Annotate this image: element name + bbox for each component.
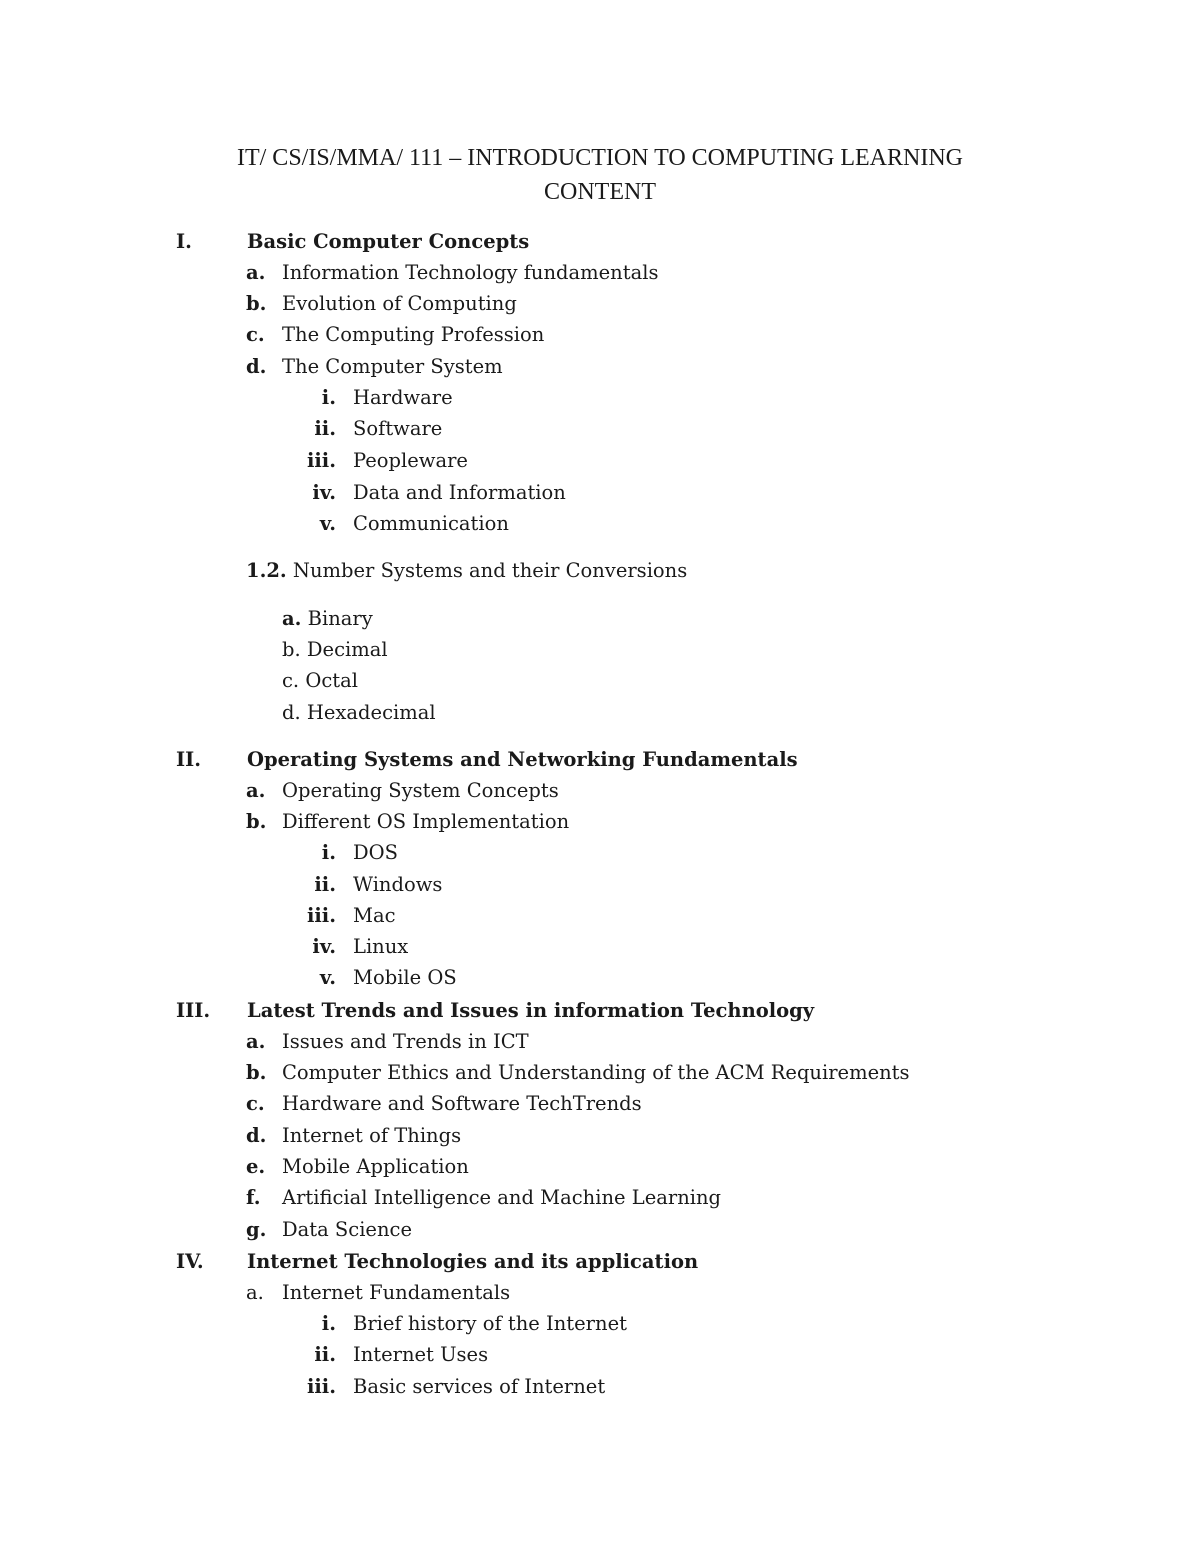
sub-item-text: Basic services of Internet	[353, 1375, 606, 1398]
sub-item-text: Linux	[353, 935, 409, 958]
item-text: Different OS Implementation	[282, 810, 570, 833]
section-title: Operating Systems and Networking Fundamentals	[247, 748, 798, 771]
item-marker: c.	[282, 669, 300, 692]
item-text: Data Science	[282, 1218, 412, 1241]
section-number: I.	[176, 230, 192, 253]
item-marker: c.	[246, 1092, 265, 1115]
sub-item-marker: ii.	[314, 417, 336, 440]
item-text: The Computer System	[282, 355, 503, 378]
sub-item-text: Mac	[353, 904, 396, 927]
section-title: Latest Trends and Issues in information Technology	[247, 999, 815, 1022]
item-marker: c.	[246, 323, 265, 346]
list-item	[246, 1030, 529, 1054]
list-item	[246, 1155, 469, 1179]
list-item	[282, 607, 373, 631]
list-item	[246, 1186, 722, 1210]
sub-item-marker: ii.	[314, 1343, 336, 1366]
list-item	[246, 1218, 412, 1242]
document-title-line1: IT/ CS/IS/MMA/ 111 – INTRODUCTION TO COMPUTING LEARNING	[236, 145, 963, 171]
item-text: Internet Fundamentals	[282, 1281, 511, 1304]
list-item	[246, 292, 517, 316]
sub-item-marker: iii.	[306, 449, 336, 472]
item-text: Mobile Application	[282, 1155, 469, 1178]
sub-item-marker: i.	[321, 1312, 336, 1335]
list-item	[246, 810, 570, 834]
item-text: Evolution of Computing	[282, 292, 517, 315]
list-item	[246, 779, 559, 803]
document-title-line2: CONTENT	[544, 179, 656, 205]
sub-item-marker: ii.	[314, 873, 336, 896]
item-marker: a.	[246, 1281, 264, 1304]
sub-item-marker: iv.	[312, 481, 336, 504]
item-text: Hardware and Software TechTrends	[282, 1092, 642, 1115]
list-item	[246, 261, 659, 285]
item-marker: d.	[246, 355, 267, 378]
item-text: Binary	[307, 607, 373, 630]
item-marker: a.	[246, 779, 266, 802]
list-item	[246, 1061, 910, 1085]
sub-item-marker: v.	[319, 512, 336, 535]
list-item	[246, 355, 503, 379]
list-item	[282, 669, 358, 693]
sub-item-text: Hardware	[353, 386, 453, 409]
sub-item-marker: i.	[321, 386, 336, 409]
section-title: Basic Computer Concepts	[247, 230, 530, 253]
item-text: Computer Ethics and Understanding of the ACM Requirements	[282, 1061, 910, 1084]
list-item	[282, 638, 388, 662]
subsection-title: Number Systems and their Conversions	[292, 559, 688, 582]
item-text: Hexadecimal	[306, 701, 436, 724]
sub-item-text: Data and Information	[353, 481, 566, 504]
sub-item-text: Brief history of the Internet	[353, 1312, 627, 1335]
section-number: III.	[176, 999, 211, 1022]
item-marker: a.	[282, 607, 302, 630]
sub-item-text: Internet Uses	[353, 1343, 489, 1366]
item-text: Issues and Trends in ICT	[282, 1030, 529, 1053]
list-item	[246, 1281, 511, 1305]
sub-item-text: DOS	[353, 841, 398, 864]
list-item	[282, 701, 436, 725]
item-marker: b.	[246, 810, 267, 833]
sub-item-text: Windows	[353, 873, 443, 896]
list-item	[246, 1092, 642, 1116]
section-title: Internet Technologies and its application	[247, 1250, 699, 1273]
item-marker: f.	[246, 1186, 261, 1209]
sub-item-text: Mobile OS	[353, 966, 457, 989]
section-number: IV.	[176, 1250, 204, 1273]
section-number: II.	[176, 748, 202, 771]
item-marker: b.	[282, 638, 301, 661]
item-text: Artificial Intelligence and Machine Learning	[282, 1186, 722, 1209]
list-item	[246, 1124, 462, 1148]
sub-item-marker: iii.	[306, 1375, 336, 1398]
subsection-heading	[246, 559, 687, 583]
item-marker: a.	[246, 261, 266, 284]
sub-item-text: Peopleware	[353, 449, 468, 472]
item-text: Decimal	[306, 638, 388, 661]
item-text: Octal	[305, 669, 358, 692]
item-marker: e.	[246, 1155, 266, 1178]
subsection-number: 1.2.	[246, 559, 287, 582]
item-marker: d.	[282, 701, 301, 724]
item-marker: b.	[246, 292, 267, 315]
sub-item-marker: iv.	[312, 935, 336, 958]
item-marker: a.	[246, 1030, 266, 1053]
item-text: Operating System Concepts	[282, 779, 559, 802]
item-marker: g.	[246, 1218, 267, 1241]
sub-item-text: Software	[353, 417, 443, 440]
sub-item-marker: iii.	[306, 904, 336, 927]
sub-item-text: Communication	[353, 512, 509, 535]
sub-item-marker: i.	[321, 841, 336, 864]
item-text: The Computing Profession	[282, 323, 545, 346]
item-marker: b.	[246, 1061, 267, 1084]
item-marker: d.	[246, 1124, 267, 1147]
sub-item-marker: v.	[319, 966, 336, 989]
item-text: Internet of Things	[282, 1124, 462, 1147]
item-text: Information Technology fundamentals	[282, 261, 659, 284]
list-item	[246, 323, 545, 347]
